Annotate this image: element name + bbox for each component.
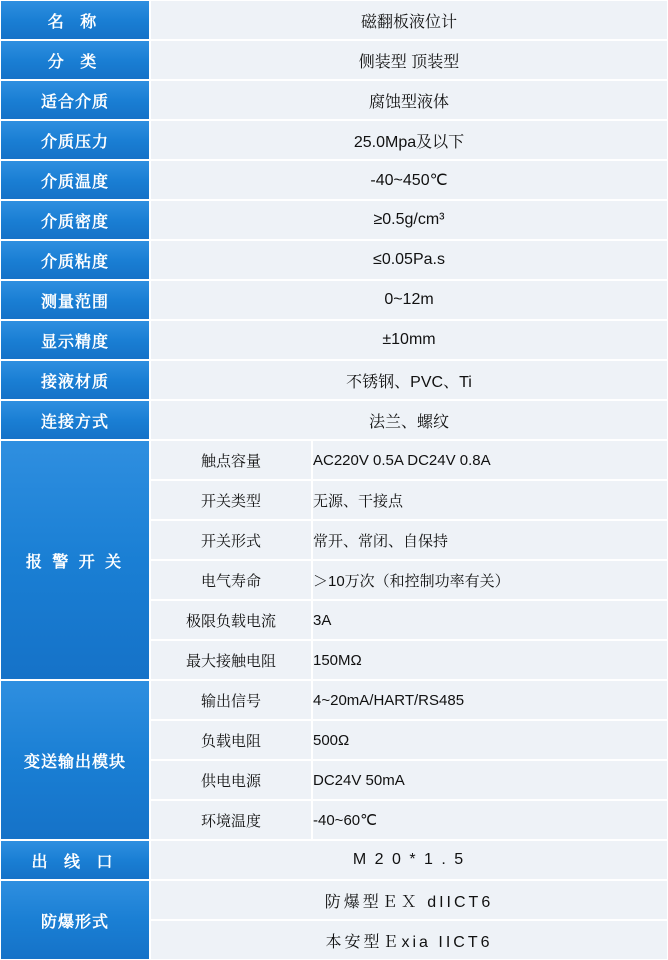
table-row <box>0 160 668 200</box>
sub-row <box>150 600 668 640</box>
sub-value-load-resistance: 500Ω <box>312 720 668 760</box>
sub-label-output-signal: 输出信号 <box>150 680 312 720</box>
row-label-category: 分 类 <box>0 40 150 80</box>
table-row <box>0 40 668 80</box>
sub-label-contact-capacity: 触点容量 <box>150 440 312 480</box>
sub-label-power-supply: 供电电源 <box>150 760 312 800</box>
sub-label-ambient-temperature: 环境温度 <box>150 800 312 840</box>
row-value-name: 磁翻板液位计 <box>150 0 668 40</box>
sub-row <box>150 480 668 520</box>
section-label-alarm-switch: 报 警 开 关 <box>0 440 150 680</box>
row-label-range: 测量范围 <box>0 280 150 320</box>
explosion-proof-items <box>150 880 668 960</box>
row-value-range: 0~12m <box>150 280 668 320</box>
row-label-wetted-material: 接液材质 <box>0 360 150 400</box>
sub-value-max-contact-resistance: 150MΩ <box>312 640 668 680</box>
explosion-proof-value-1: 防爆型ＥＸ dIICT6 <box>150 880 668 920</box>
row-label-temperature: 介质温度 <box>0 160 150 200</box>
table-row <box>0 80 668 120</box>
row-value-viscosity: ≤0.05Pa.s <box>150 240 668 280</box>
row-value-pressure: 25.0Mpa及以下 <box>150 120 668 160</box>
sub-value-electrical-life: ＞10万次（和控制功率有关） <box>312 560 668 600</box>
sub-label-switch-form: 开关形式 <box>150 520 312 560</box>
sub-row <box>150 640 668 680</box>
explosion-proof-section <box>0 880 668 960</box>
sub-row <box>150 880 668 920</box>
section-label-transmitter-module: 变送输出模块 <box>0 680 150 840</box>
explosion-proof-value-2: 本安型Ｅxia IICT6 <box>150 920 668 960</box>
sub-value-ambient-temperature: -40~60℃ <box>312 800 668 840</box>
sub-value-limit-load-current: 3A <box>312 600 668 640</box>
table-row <box>0 0 668 40</box>
row-value-cable-outlet: M 2 0 * 1 . 5 <box>150 840 668 880</box>
sub-row <box>150 440 668 480</box>
sub-label-load-resistance: 负载电阻 <box>150 720 312 760</box>
row-value-category: 侧装型 顶装型 <box>150 40 668 80</box>
alarm-switch-section <box>0 440 668 680</box>
sub-row <box>150 680 668 720</box>
table-row <box>0 360 668 400</box>
sub-value-switch-form: 常开、常闭、自保持 <box>312 520 668 560</box>
sub-value-switch-type: 无源、干接点 <box>312 480 668 520</box>
row-label-pressure: 介质压力 <box>0 120 150 160</box>
sub-label-switch-type: 开关类型 <box>150 480 312 520</box>
alarm-switch-items <box>150 440 668 680</box>
row-value-wetted-material: 不锈钢、PVC、Ti <box>150 360 668 400</box>
table-row <box>0 840 668 880</box>
sub-row <box>150 560 668 600</box>
table-row <box>0 320 668 360</box>
sub-value-output-signal: 4~20mA/HART/RS485 <box>312 680 668 720</box>
sub-label-max-contact-resistance: 最大接触电阻 <box>150 640 312 680</box>
sub-row <box>150 720 668 760</box>
transmitter-module-items <box>150 680 668 840</box>
row-label-medium: 适合介质 <box>0 80 150 120</box>
row-label-cable-outlet: 出 线 口 <box>0 840 150 880</box>
table-row <box>0 120 668 160</box>
row-value-connection: 法兰、螺纹 <box>150 400 668 440</box>
row-label-density: 介质密度 <box>0 200 150 240</box>
row-label-viscosity: 介质粘度 <box>0 240 150 280</box>
sub-value-contact-capacity: AC220V 0.5A DC24V 0.8A <box>312 440 668 480</box>
row-value-temperature: -40~450℃ <box>150 160 668 200</box>
row-label-connection: 连接方式 <box>0 400 150 440</box>
sub-row <box>150 520 668 560</box>
transmitter-module-section <box>0 680 668 840</box>
sub-label-electrical-life: 电气寿命 <box>150 560 312 600</box>
sub-row <box>150 760 668 800</box>
row-label-name: 名 称 <box>0 0 150 40</box>
table-row <box>0 200 668 240</box>
sub-label-limit-load-current: 极限负载电流 <box>150 600 312 640</box>
sub-row <box>150 800 668 840</box>
section-label-explosion-proof: 防爆形式 <box>0 880 150 960</box>
row-label-accuracy: 显示精度 <box>0 320 150 360</box>
table-row <box>0 240 668 280</box>
sub-value-power-supply: DC24V 50mA <box>312 760 668 800</box>
sub-row <box>150 920 668 960</box>
row-value-density: ≥0.5g/cm³ <box>150 200 668 240</box>
row-value-medium: 腐蚀型液体 <box>150 80 668 120</box>
table-row <box>0 400 668 440</box>
table-row <box>0 280 668 320</box>
row-value-accuracy: ±10mm <box>150 320 668 360</box>
